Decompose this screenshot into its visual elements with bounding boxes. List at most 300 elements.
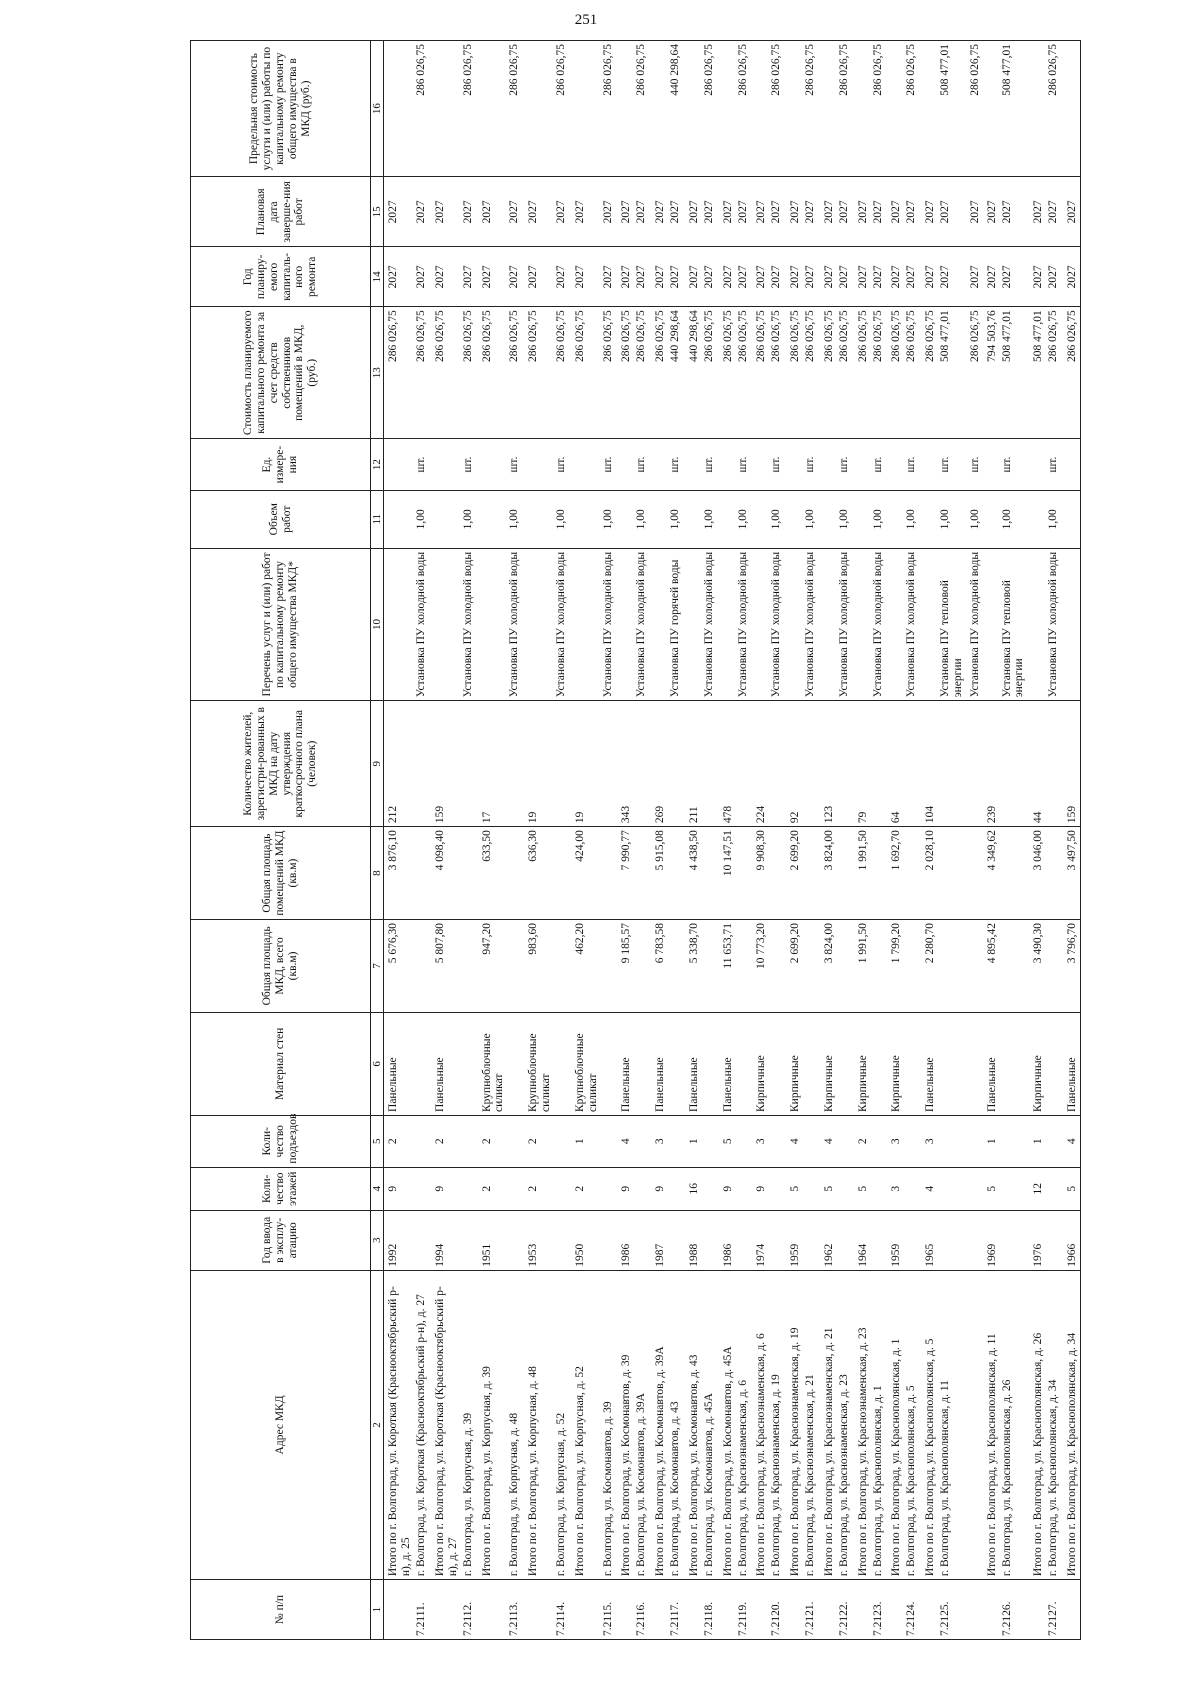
- cell-year: 1994: [431, 1210, 461, 1270]
- cell-floors: 12: [1029, 1167, 1046, 1210]
- cell-year: [904, 1210, 921, 1270]
- cell-area-rooms: 1 692,70: [887, 827, 904, 920]
- cell-plan-year: 2027: [685, 247, 702, 307]
- cell-unit: [854, 439, 871, 491]
- cell-end-date: 2027: [651, 177, 668, 247]
- cell-area-rooms: [668, 827, 685, 920]
- cell-area-rooms: 7 990,77: [617, 827, 634, 920]
- table-row: [769, 41, 786, 1640]
- cell-area-rooms: [461, 827, 478, 920]
- cell-cost: 286 026,75: [854, 307, 871, 439]
- cell-address: Итого по г. Волгоград, ул. Краснознаменская, д. 23: [854, 1270, 871, 1579]
- total-row: [854, 41, 871, 1640]
- cell-entrances: [634, 1115, 651, 1167]
- cell-floors: [414, 1167, 431, 1210]
- cell-end-date: 2027: [871, 177, 888, 247]
- cell-max-cost: 286 026,75: [837, 41, 854, 177]
- cell-entrances: 4: [786, 1115, 803, 1167]
- cell-year: 1974: [752, 1210, 769, 1270]
- cell-floors: [938, 1167, 968, 1210]
- cell-work: Установка ПУ холодной воды: [634, 548, 651, 701]
- cell-year: [461, 1210, 478, 1270]
- cell-plan-year: 2027: [702, 247, 719, 307]
- cell-floors: [702, 1167, 719, 1210]
- column-header: Год ввода в эксплу-атацию: [191, 1210, 371, 1270]
- cell-walls: Крупноблочные силикат: [478, 1012, 508, 1115]
- cell-entrances: [803, 1115, 820, 1167]
- cell-volume: 1,00: [507, 490, 524, 548]
- cell-no: [887, 1580, 904, 1640]
- cell-walls: [1000, 1012, 1030, 1115]
- cell-residents: 17: [478, 701, 508, 827]
- cell-plan-year: 2027: [968, 247, 983, 307]
- cell-no: 7.2114.: [554, 1580, 571, 1640]
- cell-cost: 286 026,75: [820, 307, 837, 439]
- cell-area-rooms: [968, 827, 983, 920]
- cell-walls: Панельные: [685, 1012, 702, 1115]
- table-row: [702, 41, 719, 1640]
- cell-walls: [554, 1012, 571, 1115]
- cell-work: [431, 548, 461, 701]
- cell-entrances: [871, 1115, 888, 1167]
- cell-floors: [968, 1167, 983, 1210]
- cell-address: Итого по г. Волгоград, ул. Краснополянская, д. 1: [887, 1270, 904, 1579]
- cell-plan-year: 2027: [617, 247, 634, 307]
- cell-floors: 4: [921, 1167, 938, 1210]
- cell-volume: [478, 490, 508, 548]
- cell-unit: [571, 439, 601, 491]
- cell-unit: шт.: [938, 439, 968, 491]
- cell-address: г. Волгоград, ул. Краснополянская, д. 11: [938, 1270, 968, 1579]
- cell-year: 1987: [651, 1210, 668, 1270]
- cell-year: 1966: [1063, 1210, 1080, 1270]
- table-row: [668, 41, 685, 1640]
- cell-unit: шт.: [968, 439, 983, 491]
- cell-no: [1029, 1580, 1046, 1640]
- column-header: Стоимость планируемого капитального ремонта за счет средств собственников помещений в МКД, (руб.): [191, 307, 371, 439]
- cell-unit: шт.: [554, 439, 571, 491]
- cell-volume: [854, 490, 871, 548]
- cell-max-cost: 286 026,75: [507, 41, 524, 177]
- cell-address: Итого по г. Волгоград, ул. Космонавтов, д. 39А: [651, 1270, 668, 1579]
- cell-area-total: 11 653,71: [719, 919, 736, 1012]
- cell-area-total: 5 807,80: [431, 919, 461, 1012]
- cell-area-total: 10 773,20: [752, 919, 769, 1012]
- cell-no: 7.2121.: [803, 1580, 820, 1640]
- column-number: 9: [371, 701, 384, 827]
- cell-entrances: 2: [524, 1115, 554, 1167]
- cell-address: Итого по г. Волгоград, ул. Краснополянская, д. 11: [983, 1270, 1000, 1579]
- cell-walls: Крупноблочные силикат: [524, 1012, 554, 1115]
- cell-residents: [1000, 701, 1030, 827]
- total-row: [651, 41, 668, 1640]
- cell-plan-year: 2027: [524, 247, 554, 307]
- cell-floors: 9: [719, 1167, 736, 1210]
- column-number: 5: [371, 1115, 384, 1167]
- cell-plan-year: 2027: [752, 247, 769, 307]
- cell-entrances: 2: [384, 1115, 414, 1167]
- cell-end-date: 2027: [431, 177, 461, 247]
- cell-plan-year: 2027: [887, 247, 904, 307]
- cell-area-total: 1 991,50: [854, 919, 871, 1012]
- cell-end-date: 2027: [938, 177, 968, 247]
- cell-end-date: 2027: [507, 177, 524, 247]
- cell-residents: [871, 701, 888, 827]
- cell-volume: 1,00: [554, 490, 571, 548]
- cell-no: [651, 1580, 668, 1640]
- cell-max-cost: 286 026,75: [968, 41, 983, 177]
- cell-work: Установка ПУ холодной воды: [414, 548, 431, 701]
- cell-entrances: 3: [752, 1115, 769, 1167]
- cell-entrances: 1: [1029, 1115, 1046, 1167]
- cell-volume: 1,00: [1000, 490, 1030, 548]
- column-number: 3: [371, 1210, 384, 1270]
- cell-cost: 286 026,75: [752, 307, 769, 439]
- cell-residents: 44: [1029, 701, 1046, 827]
- cell-max-cost: 286 026,75: [736, 41, 753, 177]
- cell-no: 7.2124.: [904, 1580, 921, 1640]
- cell-plan-year: 2027: [478, 247, 508, 307]
- cell-walls: Панельные: [617, 1012, 634, 1115]
- cell-cost: 286 026,75: [803, 307, 820, 439]
- cell-plan-year: 2027: [414, 247, 431, 307]
- cell-entrances: [507, 1115, 524, 1167]
- cell-walls: Панельные: [431, 1012, 461, 1115]
- cell-residents: [702, 701, 719, 827]
- cell-plan-year: 2027: [601, 247, 618, 307]
- cell-volume: [571, 490, 601, 548]
- cell-floors: 5: [1063, 1167, 1080, 1210]
- cell-floors: [601, 1167, 618, 1210]
- cell-area-total: 983,60: [524, 919, 554, 1012]
- table-row: [938, 41, 968, 1640]
- cell-max-cost: 286 026,75: [634, 41, 651, 177]
- cell-no: [431, 1580, 461, 1640]
- cell-unit: шт.: [904, 439, 921, 491]
- cell-no: 7.2120.: [769, 1580, 786, 1640]
- cell-no: 7.2126.: [1000, 1580, 1030, 1640]
- cell-plan-year: 2027: [921, 247, 938, 307]
- cell-area-total: 462,20: [571, 919, 601, 1012]
- cell-floors: [554, 1167, 571, 1210]
- table-row: [554, 41, 571, 1640]
- column-number-row: [371, 41, 384, 1640]
- cell-end-date: 2027: [803, 177, 820, 247]
- cell-walls: Панельные: [1063, 1012, 1080, 1115]
- cell-entrances: [554, 1115, 571, 1167]
- cell-max-cost: [719, 41, 736, 177]
- cell-plan-year: 2027: [1000, 247, 1030, 307]
- column-header: Общая площадь МКД, всего (кв.м): [191, 919, 371, 1012]
- cell-year: 1950: [571, 1210, 601, 1270]
- cell-area-rooms: [769, 827, 786, 920]
- cell-walls: [968, 1012, 983, 1115]
- cell-plan-year: 2027: [507, 247, 524, 307]
- cell-area-rooms: [1046, 827, 1063, 920]
- cell-area-total: [871, 919, 888, 1012]
- cell-max-cost: [651, 41, 668, 177]
- column-number: 1: [371, 1580, 384, 1640]
- column-number: 15: [371, 177, 384, 247]
- cell-max-cost: 286 026,75: [554, 41, 571, 177]
- cell-volume: 1,00: [938, 490, 968, 548]
- column-header: Адрес МКД: [191, 1270, 371, 1579]
- column-number: 8: [371, 827, 384, 920]
- cell-no: [820, 1580, 837, 1640]
- column-number: 13: [371, 307, 384, 439]
- cell-year: 1986: [719, 1210, 736, 1270]
- cell-cost: 286 026,75: [384, 307, 414, 439]
- cell-walls: [668, 1012, 685, 1115]
- cell-plan-year: 2027: [1046, 247, 1063, 307]
- cell-plan-year: 2027: [938, 247, 968, 307]
- cell-volume: 1,00: [968, 490, 983, 548]
- cell-entrances: 4: [617, 1115, 634, 1167]
- cell-no: [854, 1580, 871, 1640]
- cell-area-total: [702, 919, 719, 1012]
- cell-address: г. Волгоград, ул. Краснополянская, д. 34: [1046, 1270, 1063, 1579]
- cell-unit: [983, 439, 1000, 491]
- cell-plan-year: 2027: [803, 247, 820, 307]
- cell-work: [651, 548, 668, 701]
- total-row: [820, 41, 837, 1640]
- cell-area-rooms: 424,00: [571, 827, 601, 920]
- cell-entrances: 3: [887, 1115, 904, 1167]
- cell-max-cost: 286 026,75: [601, 41, 618, 177]
- cell-year: [1000, 1210, 1030, 1270]
- capital-repair-table: [190, 40, 1081, 1640]
- cell-no: [571, 1580, 601, 1640]
- cell-unit: [651, 439, 668, 491]
- cell-work: [1063, 548, 1080, 701]
- cell-no: [968, 1580, 983, 1640]
- cell-area-total: [1046, 919, 1063, 1012]
- cell-address: Итого по г. Волгоград, ул. Краснополянская, д. 5: [921, 1270, 938, 1579]
- cell-year: [736, 1210, 753, 1270]
- cell-area-total: [837, 919, 854, 1012]
- cell-entrances: [1000, 1115, 1030, 1167]
- cell-year: 1964: [854, 1210, 871, 1270]
- header-row: [191, 41, 371, 1640]
- cell-area-rooms: [601, 827, 618, 920]
- cell-volume: [431, 490, 461, 548]
- cell-work: [983, 548, 1000, 701]
- cell-unit: [384, 439, 414, 491]
- cell-no: 7.2123.: [871, 1580, 888, 1640]
- cell-volume: [983, 490, 1000, 548]
- cell-entrances: 5: [719, 1115, 736, 1167]
- cell-area-total: 9 185,57: [617, 919, 634, 1012]
- cell-area-total: [414, 919, 431, 1012]
- table-row: [968, 41, 983, 1640]
- total-row: [983, 41, 1000, 1640]
- cell-work: Установка ПУ холодной воды: [554, 548, 571, 701]
- cell-residents: 269: [651, 701, 668, 827]
- cell-address: г. Волгоград, ул. Короткая (Краснооктябрьский р-н), д. 27: [414, 1270, 431, 1579]
- cell-work: [752, 548, 769, 701]
- cell-entrances: [938, 1115, 968, 1167]
- cell-max-cost: [1063, 41, 1080, 177]
- cell-max-cost: 286 026,75: [702, 41, 719, 177]
- cell-area-total: 3 796,70: [1063, 919, 1080, 1012]
- cell-address: Итого по г. Волгоград, ул. Корпусная, д. 48: [524, 1270, 554, 1579]
- cell-area-rooms: [736, 827, 753, 920]
- cell-unit: шт.: [414, 439, 431, 491]
- cell-cost: 286 026,75: [571, 307, 601, 439]
- cell-unit: [719, 439, 736, 491]
- cell-end-date: 2027: [461, 177, 478, 247]
- cell-volume: [685, 490, 702, 548]
- cell-residents: [507, 701, 524, 827]
- cell-address: Итого по г. Волгоград, ул. Краснознаменская, д. 21: [820, 1270, 837, 1579]
- cell-walls: Панельные: [651, 1012, 668, 1115]
- table-row: [871, 41, 888, 1640]
- cell-residents: [634, 701, 651, 827]
- cell-max-cost: 440 298,64: [668, 41, 685, 177]
- cell-area-rooms: 3 497,50: [1063, 827, 1080, 920]
- column-number: 7: [371, 919, 384, 1012]
- cell-max-cost: 286 026,75: [904, 41, 921, 177]
- cell-cost: 286 026,75: [431, 307, 461, 439]
- cell-walls: [769, 1012, 786, 1115]
- cell-end-date: 2027: [736, 177, 753, 247]
- cell-work: Установка ПУ тепловой энергии: [938, 548, 968, 701]
- cell-work: Установка ПУ холодной воды: [904, 548, 921, 701]
- cell-residents: 211: [685, 701, 702, 827]
- cell-address: г. Волгоград, ул. Краснознаменская, д. 19: [769, 1270, 786, 1579]
- cell-residents: 159: [1063, 701, 1080, 827]
- cell-entrances: [837, 1115, 854, 1167]
- cell-unit: шт.: [1000, 439, 1030, 491]
- cell-year: 1951: [478, 1210, 508, 1270]
- cell-residents: 224: [752, 701, 769, 827]
- cell-year: [601, 1210, 618, 1270]
- cell-max-cost: [571, 41, 601, 177]
- cell-work: Установка ПУ холодной воды: [601, 548, 618, 701]
- cell-address: Итого по г. Волгоград, ул. Краснознаменская, д. 19: [786, 1270, 803, 1579]
- cell-address: г. Волгоград, ул. Корпусная, д. 48: [507, 1270, 524, 1579]
- cell-unit: шт.: [668, 439, 685, 491]
- total-row: [887, 41, 904, 1640]
- cell-max-cost: 286 026,75: [871, 41, 888, 177]
- cell-no: 7.2125.: [938, 1580, 968, 1640]
- column-header: Материал стен: [191, 1012, 371, 1115]
- cell-volume: 1,00: [461, 490, 478, 548]
- table-row: [736, 41, 753, 1640]
- cell-floors: [904, 1167, 921, 1210]
- cell-cost: 286 026,75: [702, 307, 719, 439]
- cell-no: [384, 1580, 414, 1640]
- cell-volume: [1029, 490, 1046, 548]
- cell-entrances: 1: [983, 1115, 1000, 1167]
- cell-area-total: [554, 919, 571, 1012]
- cell-floors: [461, 1167, 478, 1210]
- cell-max-cost: 508 477,01: [1000, 41, 1030, 177]
- cell-entrances: [736, 1115, 753, 1167]
- table-row: [837, 41, 854, 1640]
- cell-no: 7.2112.: [461, 1580, 478, 1640]
- cell-floors: 9: [384, 1167, 414, 1210]
- cell-plan-year: 2027: [668, 247, 685, 307]
- cell-entrances: [1046, 1115, 1063, 1167]
- cell-cost: 508 477,01: [938, 307, 968, 439]
- cell-no: [524, 1580, 554, 1640]
- cell-max-cost: [384, 41, 414, 177]
- total-row: [384, 41, 414, 1640]
- cell-walls: Крупноблочные силикат: [571, 1012, 601, 1115]
- cell-entrances: 2: [854, 1115, 871, 1167]
- cell-area-rooms: 9 908,30: [752, 827, 769, 920]
- cell-max-cost: [431, 41, 461, 177]
- cell-floors: [769, 1167, 786, 1210]
- cell-entrances: 1: [571, 1115, 601, 1167]
- cell-residents: 92: [786, 701, 803, 827]
- cell-plan-year: 2027: [1063, 247, 1080, 307]
- cell-address: г. Волгоград, ул. Космонавтов, д. 43: [668, 1270, 685, 1579]
- cell-floors: 2: [571, 1167, 601, 1210]
- cell-area-total: [938, 919, 968, 1012]
- cell-residents: 104: [921, 701, 938, 827]
- cell-floors: 16: [685, 1167, 702, 1210]
- cell-residents: [1046, 701, 1063, 827]
- cell-cost: 286 026,75: [904, 307, 921, 439]
- cell-volume: 1,00: [634, 490, 651, 548]
- cell-residents: 123: [820, 701, 837, 827]
- cell-work: Установка ПУ холодной воды: [461, 548, 478, 701]
- cell-cost: 286 026,75: [634, 307, 651, 439]
- cell-walls: Панельные: [719, 1012, 736, 1115]
- cell-entrances: [968, 1115, 983, 1167]
- cell-floors: [668, 1167, 685, 1210]
- column-number: 4: [371, 1167, 384, 1210]
- cell-plan-year: 2027: [571, 247, 601, 307]
- cell-end-date: 2027: [601, 177, 618, 247]
- cell-entrances: 1: [685, 1115, 702, 1167]
- cell-walls: [634, 1012, 651, 1115]
- cell-area-rooms: 3 824,00: [820, 827, 837, 920]
- cell-walls: [461, 1012, 478, 1115]
- cell-volume: 1,00: [668, 490, 685, 548]
- cell-work: Установка ПУ холодной воды: [871, 548, 888, 701]
- cell-year: [668, 1210, 685, 1270]
- total-row: [786, 41, 803, 1640]
- cell-floors: 9: [651, 1167, 668, 1210]
- cell-end-date: 2027: [524, 177, 554, 247]
- cell-plan-year: 2027: [554, 247, 571, 307]
- cell-address: г. Волгоград, ул. Краснополянская, д. 1: [871, 1270, 888, 1579]
- cell-end-date: 2027: [904, 177, 921, 247]
- cell-cost: 286 026,75: [871, 307, 888, 439]
- cell-year: 1962: [820, 1210, 837, 1270]
- cell-unit: шт.: [1046, 439, 1063, 491]
- cell-end-date: 2027: [384, 177, 414, 247]
- cell-walls: [837, 1012, 854, 1115]
- cell-cost: 440 298,64: [685, 307, 702, 439]
- cell-work: [719, 548, 736, 701]
- cell-work: Установка ПУ тепловой энергии: [1000, 548, 1030, 701]
- cell-year: 1969: [983, 1210, 1000, 1270]
- cell-cost: 286 026,75: [786, 307, 803, 439]
- cell-end-date: 2027: [571, 177, 601, 247]
- cell-plan-year: 2027: [736, 247, 753, 307]
- cell-end-date: 2027: [617, 177, 634, 247]
- cell-cost: 794 503,76: [983, 307, 1000, 439]
- cell-no: [786, 1580, 803, 1640]
- cell-area-rooms: [904, 827, 921, 920]
- cell-year: 1959: [887, 1210, 904, 1270]
- cell-year: [1046, 1210, 1063, 1270]
- cell-area-total: [1000, 919, 1030, 1012]
